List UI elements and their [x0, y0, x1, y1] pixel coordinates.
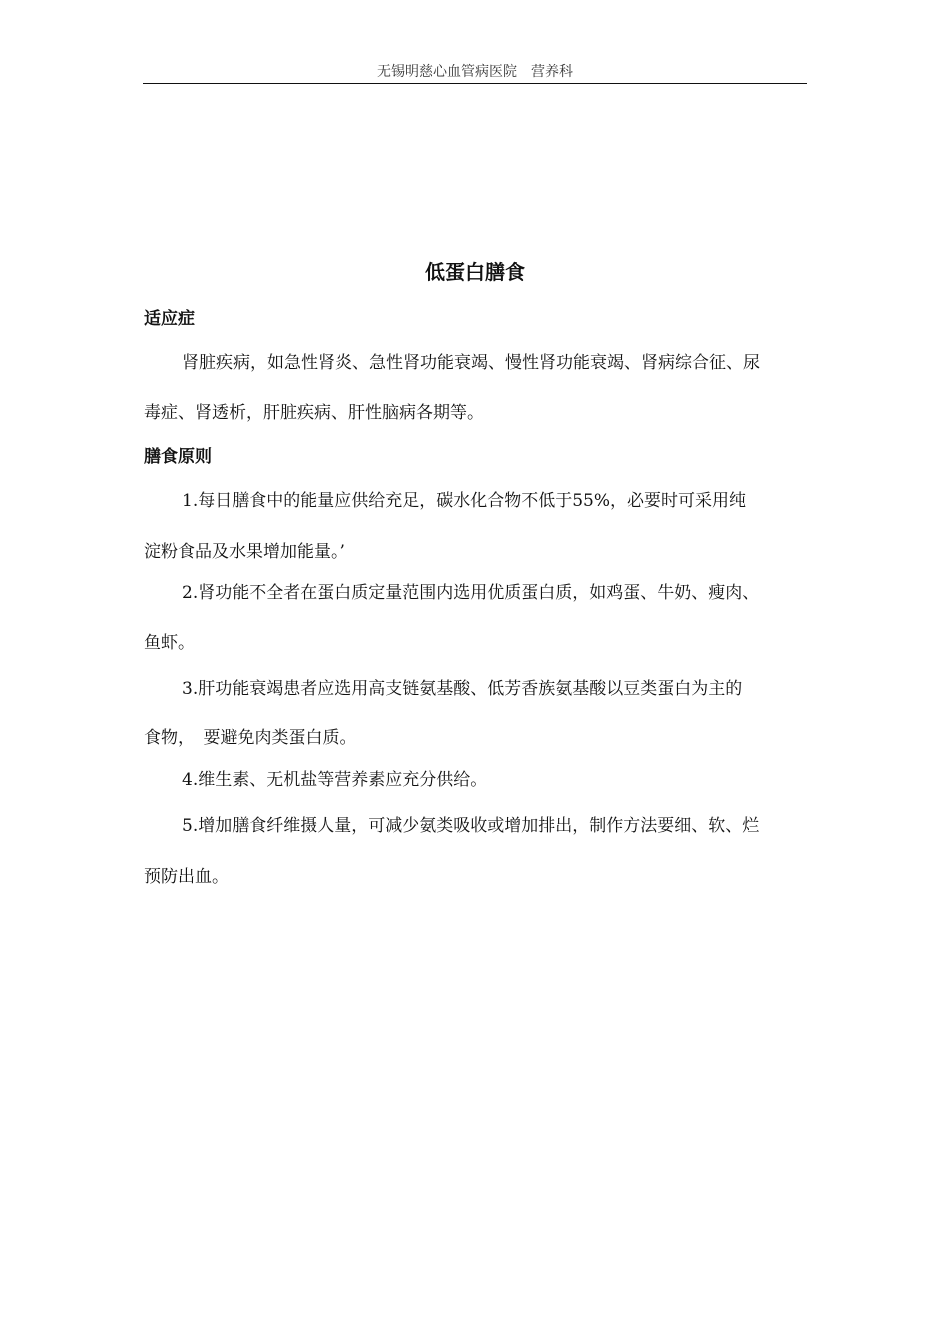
page-header: 无锡明慈心血管病医院 营养科 — [377, 64, 573, 80]
principle-2-line-1: 2.肾功能不全者在蛋白质定量范围内选用优质蛋白质，如鸡蛋、牛奶、瘦肉、 — [182, 583, 760, 603]
indications-line-2: 毒症、肾透析，肝脏疾病、肝性脑病各期等。 — [144, 403, 484, 423]
section-heading-indications: 适应症 — [144, 309, 195, 329]
section-heading-principles: 膳食原则 — [144, 447, 212, 467]
principle-3-line-1: 3.肝功能衰竭患者应选用高支链氨基酸、低芳香族氨基酸以豆类蛋白为主的 — [182, 679, 743, 699]
principle-1-line-1: 1.每日膳食中的能量应供给充足，碳水化合物不低于55%，必要时可采用纯 — [182, 491, 747, 511]
principle-1-line-2: 淀粉食品及水果增加能量。’ — [144, 542, 345, 562]
document-title: 低蛋白膳食 — [425, 260, 525, 284]
principle-5-line-1: 5.增加膳食纤维摄人量，可减少氨类吸收或增加排出，制作方法要细、软、烂 — [182, 816, 760, 836]
principle-4-line-1: 4.维生素、无机盐等营养素应充分供给。 — [182, 770, 488, 790]
header-rule — [143, 83, 807, 84]
principle-5-line-2: 预防出血。 — [144, 867, 229, 887]
principle-3-line-2: 食物， 要避免肉类蛋白质。 — [144, 728, 357, 748]
principle-2-line-2: 鱼虾。 — [144, 633, 195, 653]
indications-line-1: 肾脏疾病，如急性肾炎、急性肾功能衰竭、慢性肾功能衰竭、肾病综合征、尿 — [182, 353, 760, 373]
